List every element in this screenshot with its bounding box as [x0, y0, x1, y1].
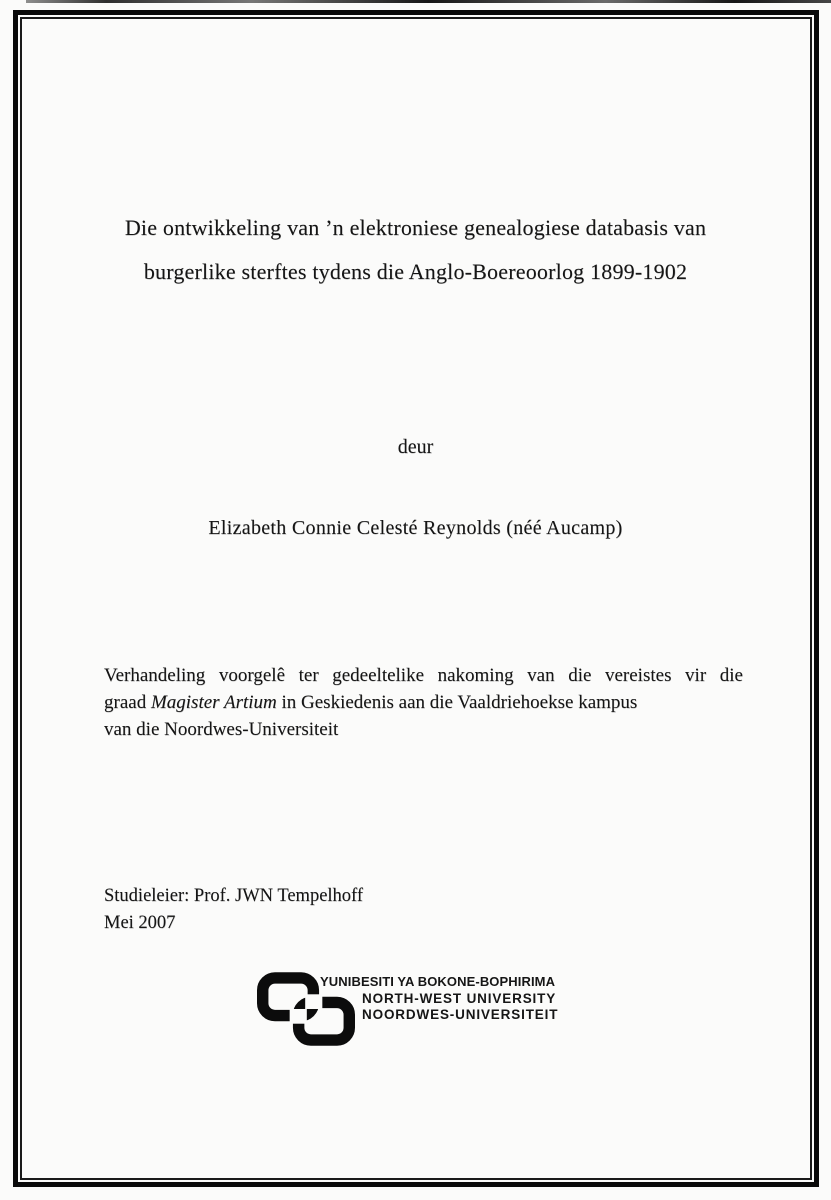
degree-statement-line1 — [104, 662, 743, 689]
word: voorgelê — [218, 665, 286, 686]
word: ter — [298, 665, 319, 686]
nwu-name-english: NORTH-WEST UNIVERSITY — [362, 990, 557, 1006]
word: die — [719, 665, 743, 686]
word: vereistes — [604, 665, 672, 686]
degree-statement-line2-suffix: in Geskiedenis aan die Vaaldriehoekse kampus — [276, 692, 638, 713]
thesis-title-line2: burgerlike sterftes tydens die Anglo-Boereoorlog 1899-1902 — [143, 259, 688, 284]
degree-statement — [104, 662, 743, 743]
nwu-logo-wordmark — [320, 974, 558, 1024]
thesis-title — [0, 206, 831, 294]
byline-deur: deur — [397, 436, 434, 458]
word: vir — [685, 665, 707, 686]
word: nakoming — [437, 665, 514, 686]
word: die — [568, 665, 592, 686]
word: Verhandeling — [104, 665, 206, 686]
degree-statement-line2-prefix: graad — [104, 692, 151, 713]
date-line: Mei 2007 — [104, 913, 176, 933]
scan-artifact-top-edge — [26, 0, 831, 3]
degree-statement-line2 — [104, 689, 743, 716]
thesis-title-line1: Die ontwikkeling van ’n elektroniese genealogiese databasis van — [124, 215, 707, 240]
word: van — [527, 665, 555, 686]
supervisor-line: Studieleier: Prof. JWN Tempelhoff — [104, 886, 364, 906]
word: gedeeltelike — [332, 665, 425, 686]
nwu-name-setswana: YUNIBESITI YA BOKONE-BOPHIRIMA — [320, 974, 556, 989]
degree-name-italic: Magister Artium — [150, 692, 277, 713]
nwu-university-logo — [257, 971, 587, 1051]
author-name: Elizabeth Connie Celesté Reynolds (néé Aucamp) — [208, 517, 623, 539]
degree-statement-line3: van die Noordwes-Universiteit — [104, 719, 339, 740]
nwu-name-afrikaans: NOORDWES-UNIVERSITEIT — [362, 1007, 559, 1022]
